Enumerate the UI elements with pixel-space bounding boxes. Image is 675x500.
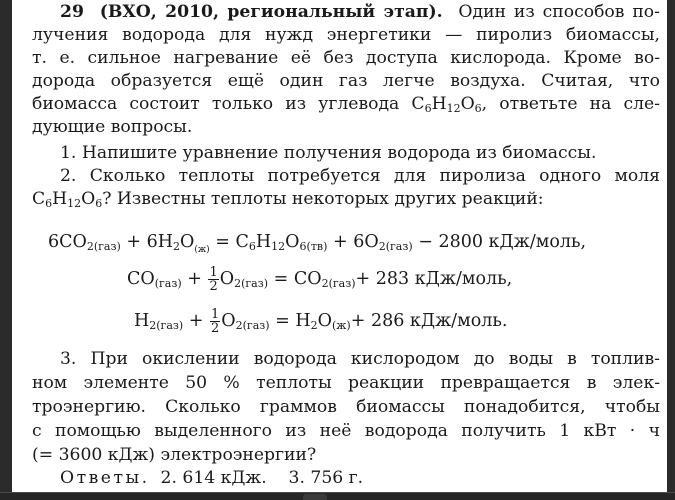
equation-1: $6CO_{2(газ)} + 6H_2O_{(ж)} = C_6H_{12}O_{6(тв)} + 6O_{2(газ)} - 2800$ кДж/моль, — [48, 232, 587, 255]
intro-line-6: дующие вопросы. — [32, 117, 193, 137]
document-page — [12, 0, 667, 492]
viewer-right-margin — [667, 0, 675, 492]
glucose-formula: $C_6H_{12}O_6$ — [411, 94, 482, 115]
glucose-formula: $C_6H_{12}O_6$ — [32, 189, 103, 210]
intro-line-1: лучения водорода для нужд энергетики — пиролиз биомассы, — [32, 25, 660, 45]
answers-label: Ответы. — [60, 468, 150, 488]
fraction-one-half: $\frac{1}{2}$ — [211, 307, 220, 336]
answer-3: 3. 756 г. — [288, 468, 364, 488]
intro-line-0: Один из способов по- — [458, 2, 660, 22]
intro-line-2: т. е. сильное нагревание её без доступа кислорода. Кроме во- — [32, 48, 660, 68]
fraction-one-half: $\frac{1}{2}$ — [209, 265, 218, 294]
answers-line — [60, 467, 363, 490]
question-2-line-1: 2. Сколько теплоты потребуется для пиролиза одного моля — [60, 166, 660, 186]
question-3-line-2: ном элементе 50 % теплоты реакции превращается в элек- — [32, 373, 660, 393]
problem-source: (ВХО, 2010, региональный этап). — [99, 2, 443, 22]
question-1: 1. Напишите уравнение получения водорода из биомассы. — [60, 143, 597, 163]
question-3-line-4: с помощью выделенного из неё водорода получить 1 кВт · ч — [32, 421, 660, 441]
intro-line-3: дорода образуется ещё один газ легче воздуха. Считая, что — [32, 71, 660, 91]
intro-line-4: биомасса состоит только из углевода $C_6H_{12}O_6$, ответьте на сле- — [32, 94, 660, 115]
question-3-line-3: троэнергию. Сколько граммов биомассы понадобится, чтобы — [32, 397, 660, 417]
viewer-bottom-bar — [0, 492, 675, 500]
question-3-line-1: 3. При окислении водорода кислородом до воды в топлив- — [60, 349, 660, 369]
answer-2: 2. 614 кДж. — [160, 468, 267, 488]
question-2-line-2: $C_6H_{12}O_6$? Известны теплоты некоторых других реакций: — [32, 189, 544, 210]
viewer-bottom-handle[interactable] — [303, 494, 327, 500]
equation-2: $CO_{(газ)}$ + $\frac{1}{2}$ $O_{2(газ)} = CO_{2(газ)}+ 283$ кДж/моль, — [127, 265, 513, 294]
equation-3: $H_{2(газ)}$ + $\frac{1}{2}$ $O_{2(газ)} = H_2O_{(ж)}+ 286$ кДж/моль. — [134, 307, 508, 336]
problem-number: 29 — [60, 2, 84, 22]
question-3-line-5: (= 3600 кДж) электроэнергии? — [32, 445, 317, 465]
problem-header-line — [60, 1, 660, 24]
